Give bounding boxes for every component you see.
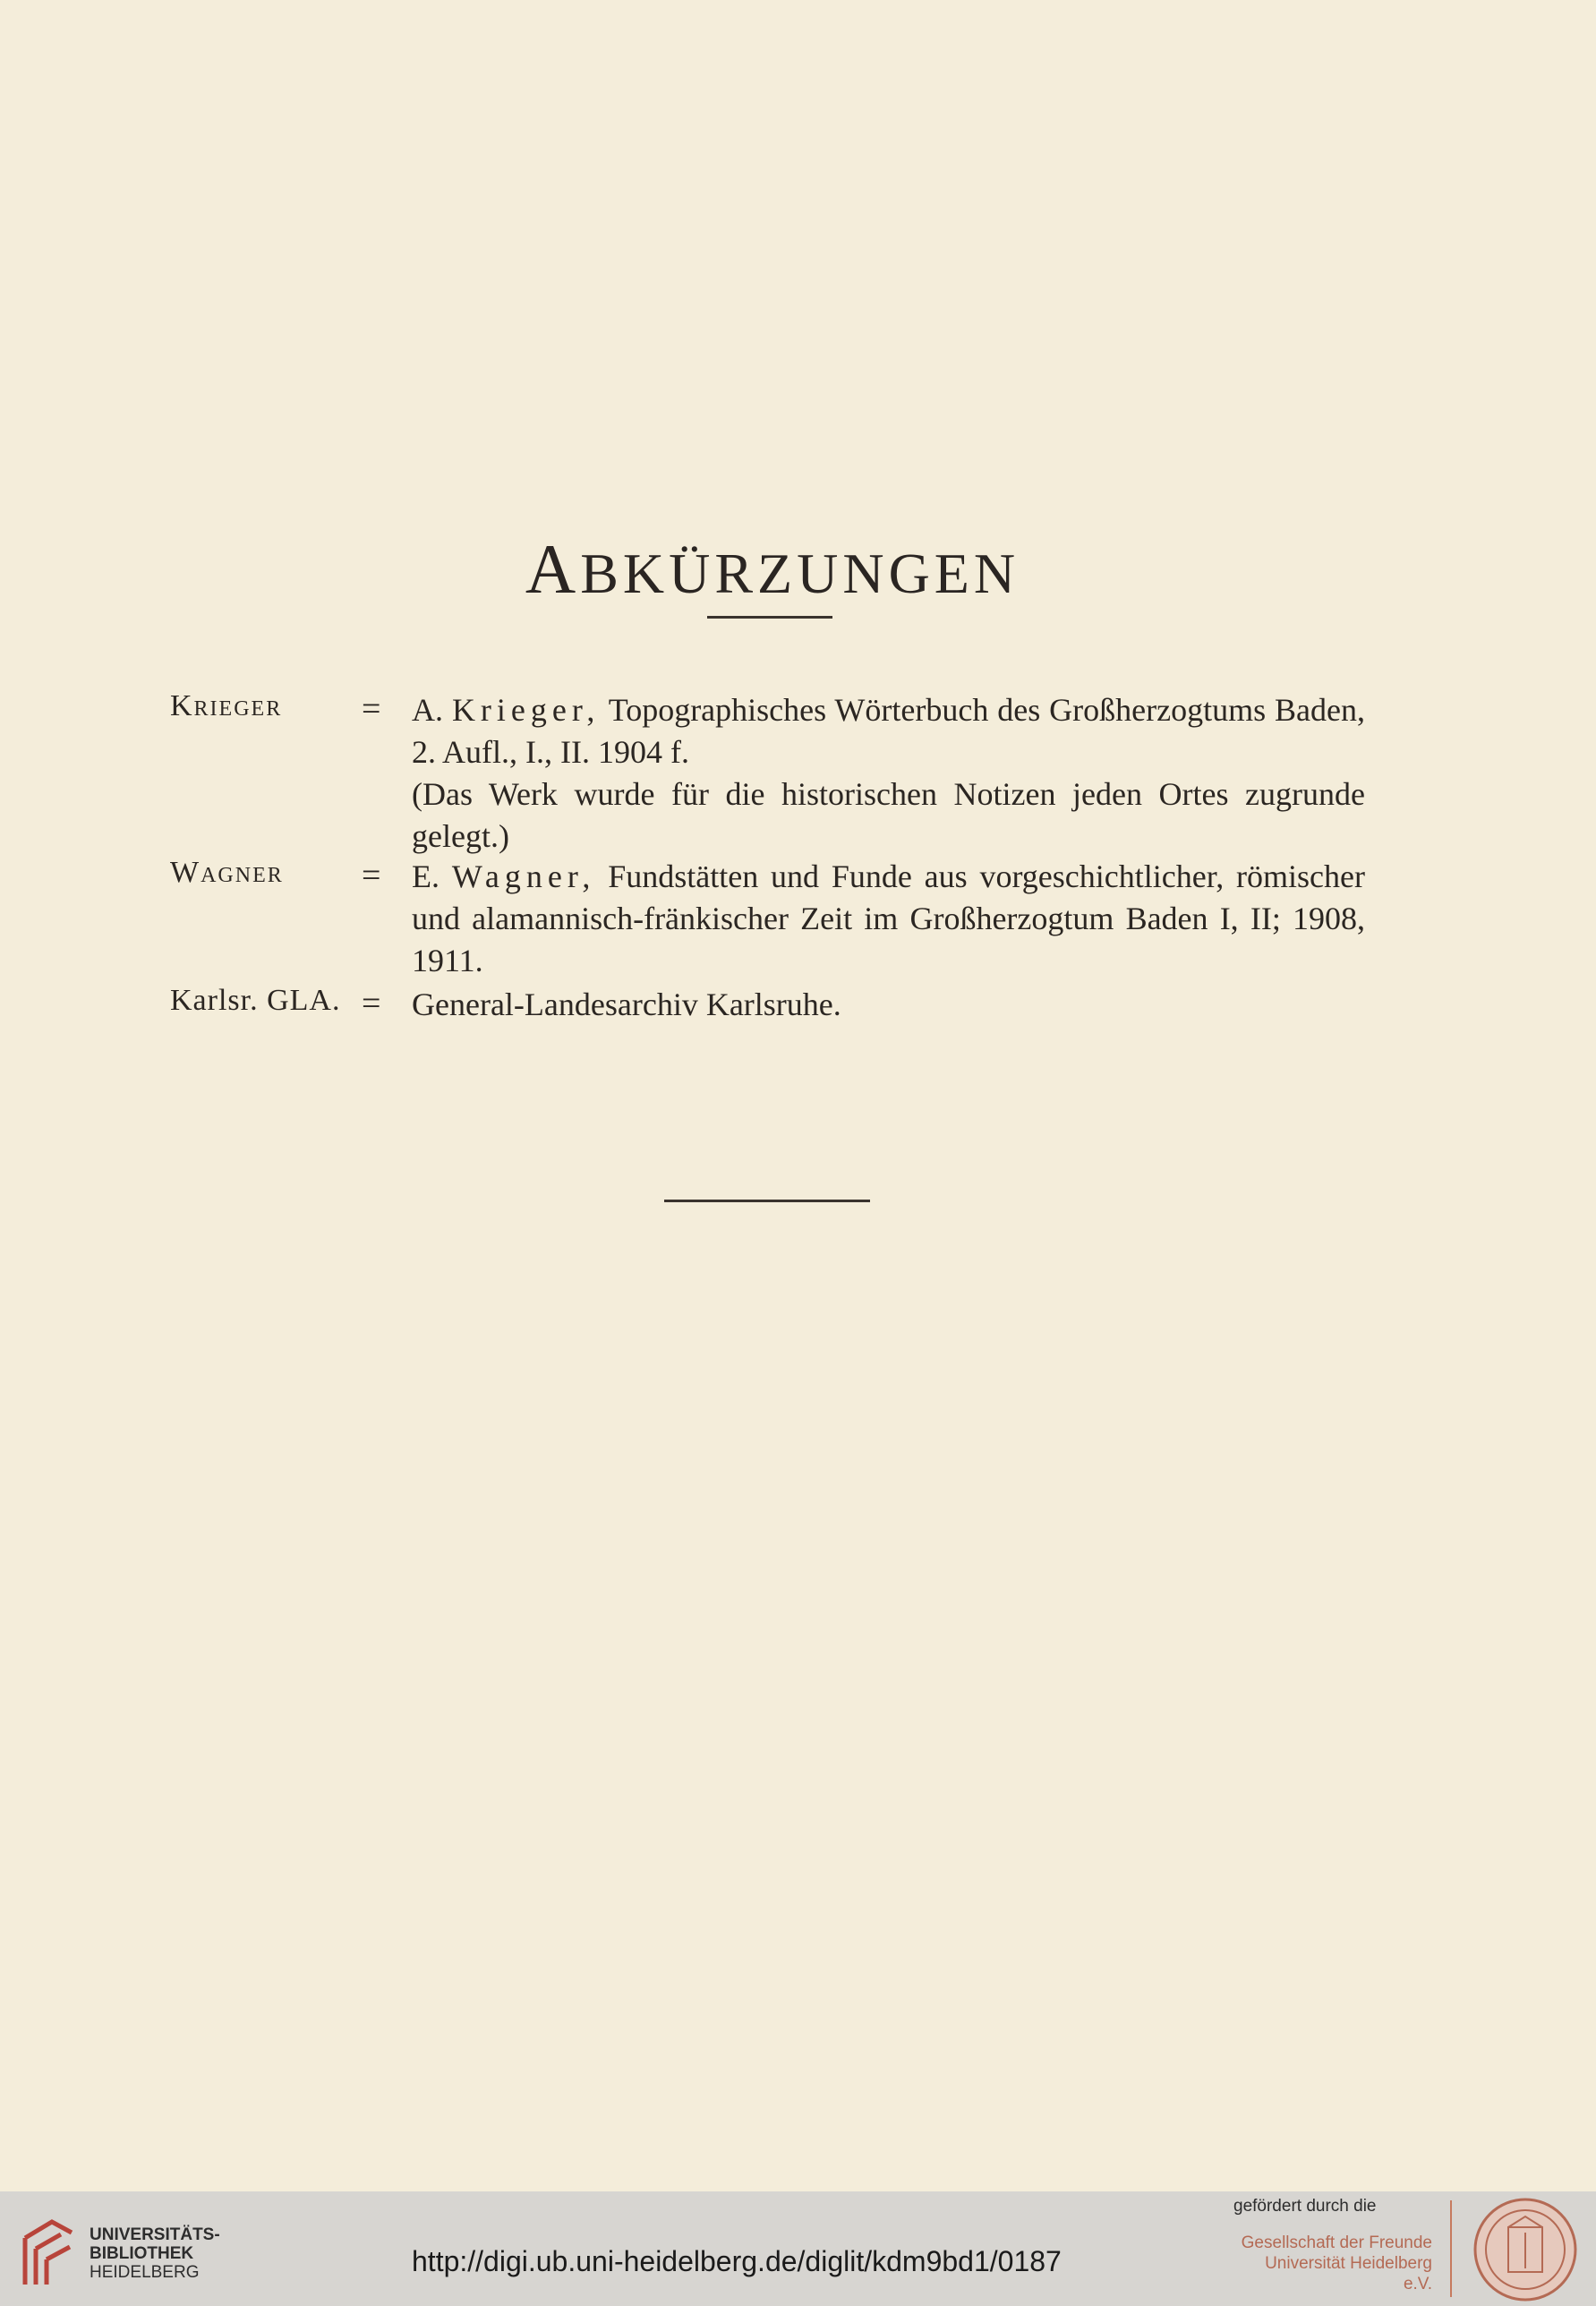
definition-lead: E. <box>412 858 440 894</box>
university-seal-icon <box>1472 2197 1578 2302</box>
permalink-url[interactable]: http://digi.ub.uni-heidelberg.de/diglit/kdm9bd1/0187 <box>412 2245 1062 2277</box>
abbreviation-term: Karlsr. GLA. <box>170 984 341 1017</box>
equals-sign: = <box>362 857 381 894</box>
abbreviation-term: Krieger <box>170 689 283 722</box>
definition-author: Krieger, <box>451 692 601 728</box>
abbreviation-list <box>170 689 1365 1029</box>
closing-rule <box>664 1200 870 1202</box>
definition-text: General-Landesarchiv Karlsruhe. <box>412 986 841 1022</box>
equals-sign: = <box>362 985 381 1022</box>
page-title <box>0 529 1545 610</box>
abbreviation-definition <box>412 984 1365 1026</box>
definition-lead: A. <box>412 692 443 728</box>
digitization-footer <box>0 2191 1596 2306</box>
abbreviation-entry <box>170 689 1365 856</box>
funded-by-label: gefördert durch die <box>1233 2197 1377 2216</box>
equals-sign: = <box>362 690 381 728</box>
definition-text: Fundstätten und Funde aus vorgeschichtlicher, römischer und alamannisch-fränkischer Zeit im Großherzogtum Baden I, II; 1908, 1911. <box>412 858 1365 978</box>
title-rest: BKÜRZUNGEN <box>580 541 1020 605</box>
abbreviation-entry <box>170 984 1365 1029</box>
abbreviation-term: Wagner <box>170 856 284 889</box>
library-logo-icon <box>16 2211 79 2292</box>
footer-divider <box>1450 2200 1452 2297</box>
society-name: Gesellschaft der Freunde Universität Heidelberg e.V. <box>1241 2233 1432 2293</box>
abbreviation-definition <box>412 856 1365 982</box>
definition-text: Topographisches Wörterbuch des Großherzogtums Baden, 2. Aufl., I., II. 1904 f. <box>412 692 1366 770</box>
definition-note: (Das Werk wurde für die historischen Notizen jeden Ortes zugrunde gelegt.) <box>412 776 1365 854</box>
abbreviation-definition <box>412 689 1365 858</box>
abbreviation-entry <box>170 856 1365 984</box>
title-initial: A <box>525 529 581 608</box>
title-rule <box>707 616 832 619</box>
definition-author: Wagner, <box>451 858 596 894</box>
library-name: UNIVERSITÄTS- BIBLIOTHEK HEIDELBERG <box>90 2225 220 2282</box>
